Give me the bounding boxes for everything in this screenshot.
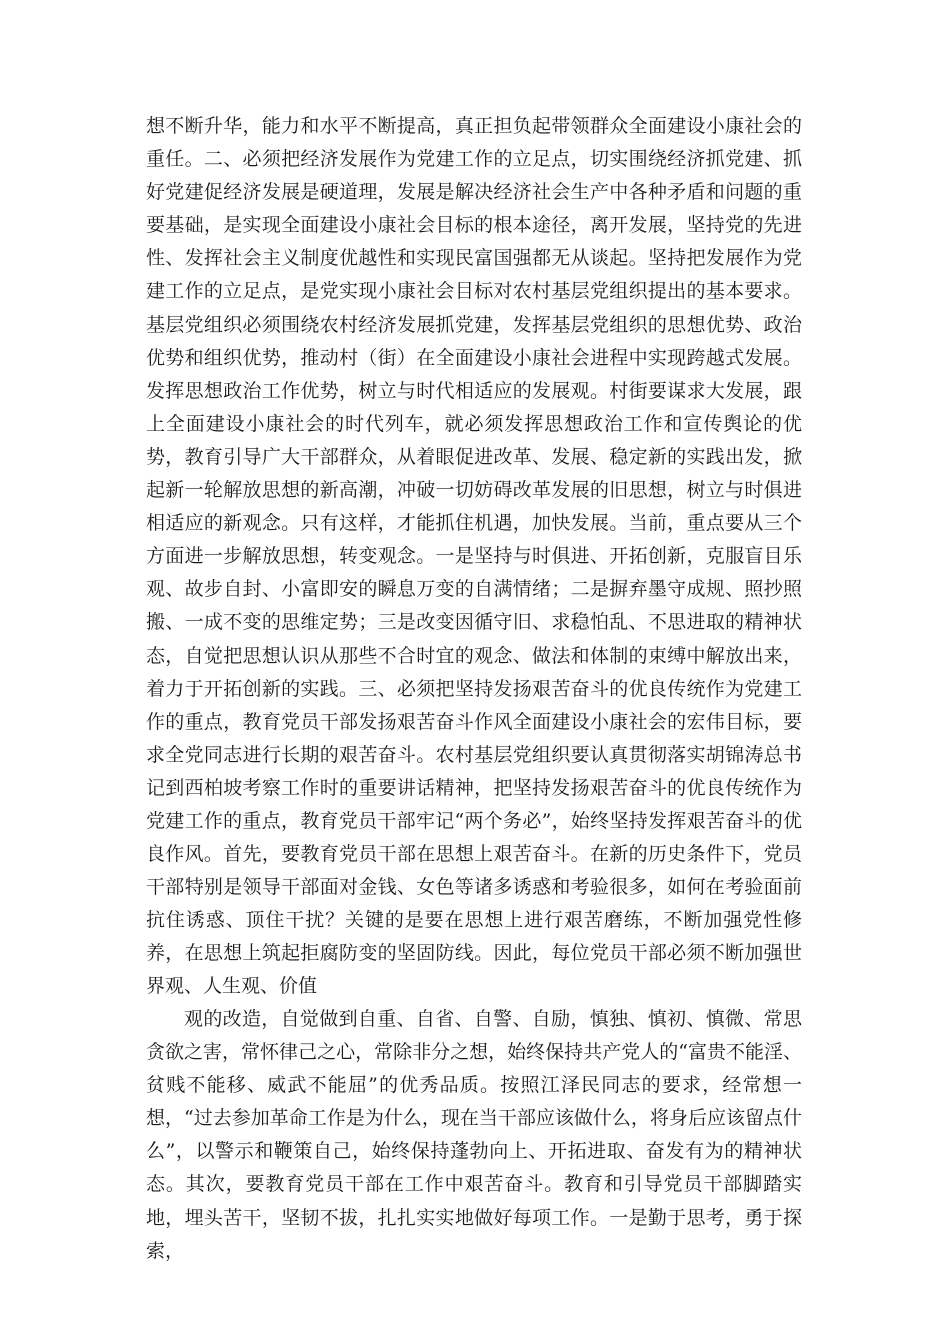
body-paragraph-2: 观的改造，自觉做到自重、自省、自警、自励，慎独、慎初、慎微、常思贪欲之害，常怀律己之心，常除非分之想，始终保持共产党人的“富贵不能淫、贫贱不能移、威武不能屈”的优秀品质。按照江泽民同志的要求，经常想一想，“过去参加革命工作是为什么，现在当干部应该做什么，将身后应该留点什么”，以警示和鞭策自己，始终保持蓬勃向上、开拓进取、奋发有为的精神状态。其次，要教育党员干部在工作中艰苦奋斗。教育和引导党员干部脚踏实地，埋头苦干，坚韧不拔，扎扎实实地做好每项工作。一是勤于思考，勇于探索，	[146, 1008, 802, 1262]
body-paragraph-1: 想不断升华，能力和水平不断提高，真正担负起带领群众全面建设小康社会的重任。二、必须把经济发展作为党建工作的立足点，切实围绕经济抓党建、抓好党建促经济发展是硬道理，发展是解决经济社会生产中各种矛盾和问题的重要基础，是实现全面建设小康社会目标的根本途径，离开发展，坚持党的先进性、发挥社会主义制度优越性和实现民富国强都无从谈起。坚持把发展作为党建工作的立足点，是党实现小康社会目标对农村基层党组织提出的基本要求。基层党组织必须围绕农村经济发展抓党建，发挥基层党组织的思想优势、政治优势和组织优势，推动村（街）在全面建设小康社会进程中实现跨越式发展。发挥思想政治工作优势，树立与时代相适应的发展观。村街要谋求大发展，跟上全面建设小康社会的时代列车，就必须发挥思想政治工作和宣传舆论的优势，教育引导广大干部群众，从着眼促进改革、发展、稳定新的实践出发，掀起新一轮解放思想的新高潮，冲破一切妨碍改革发展的旧思想，树立与时俱进相适应的新观念。只有这样，才能抓住机遇，加快发展。当前，重点要从三个方面进一步解放思想，转变观念。一是坚持与时俱进、开拓创新，克服盲目乐观、故步自封、小富即安的瞬息万变的自满情绪；二是摒弃墨守成规、照抄照搬、一成不变的思维定势；三是改变因循守旧、求稳怕乱、不思进取的精神状态，自觉把思想认识从那些不合时宜的观念、做法和体制的束缚中解放出来，着力于开拓创新的实践。三、必须把坚持发扬艰苦奋斗的优良传统作为党建工作的重点，教育党员干部发扬艰苦奋斗作风全面建设小康社会的宏伟目标，要求全党同志进行长期的艰苦奋斗。农村基层党组织要认真贯彻落实胡锦涛总书记到西柏坡考察工作时的重要讲话精神，把坚持发扬艰苦奋斗的优良传统作为党建工作的重点，教育党员干部牢记“两个务必”，始终坚持发挥艰苦奋斗的优良作风。首先，要教育党员干部在思想上艰苦奋斗。在新的历史条件下，党员干部特别是领导干部面对金钱、女色等诸多诱惑和考验很多，如何在考验面前抗住诱惑、顶住干扰？关键的是要在思想上进行艰苦磨练，不断加强党性修养，在思想上筑起拒腐防变的坚固防线。因此，每位党员干部必须不断加强世界观、人生观、价值	[146, 115, 802, 998]
